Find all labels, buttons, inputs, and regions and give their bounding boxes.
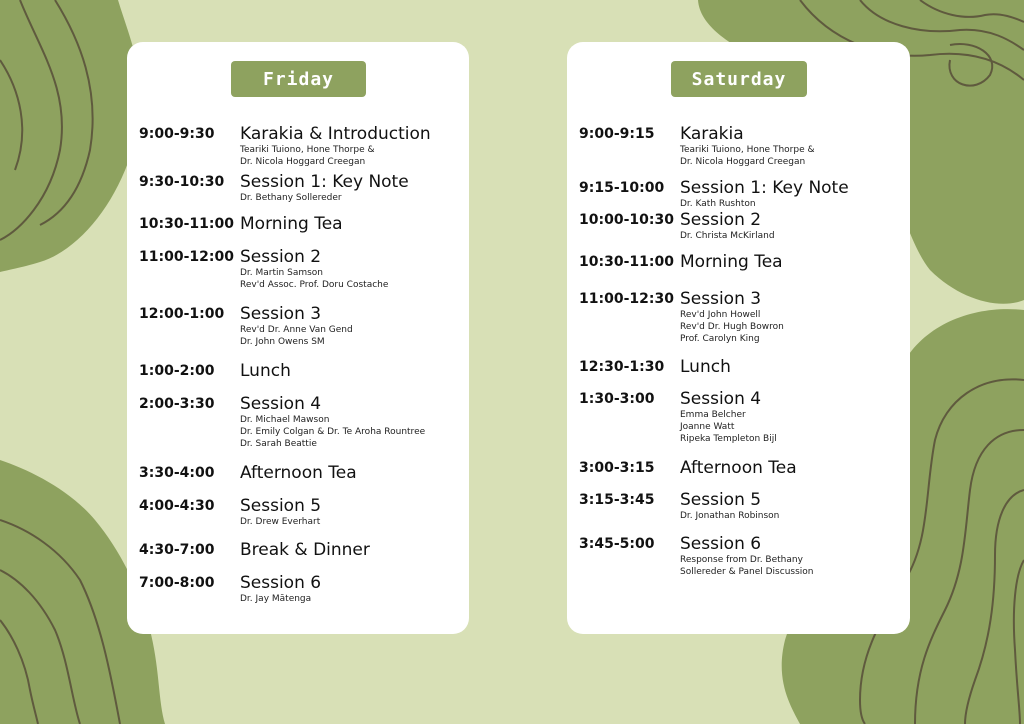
session-content (240, 214, 343, 234)
session-content (680, 389, 777, 445)
session-title: Session 5 (680, 490, 762, 510)
session-time: 4:30-7:00 (139, 542, 215, 558)
session-content (240, 463, 357, 483)
session-title: Afternoon Tea (680, 458, 797, 478)
session-time: 4:00-4:30 (139, 498, 215, 514)
session-speaker: Dr. Martin Samson (240, 268, 323, 278)
session-speaker: Dr. Michael Mawson (240, 415, 330, 425)
session-content (240, 361, 291, 381)
session-time: 2:00-3:30 (139, 396, 215, 412)
session-time: 3:45-5:00 (579, 536, 655, 552)
session-time: 12:00-1:00 (139, 306, 225, 322)
session-time: 9:00-9:15 (579, 126, 655, 142)
session-title: Session 3 (680, 289, 762, 309)
friday-card (127, 42, 469, 634)
saturday-header: Saturday (671, 61, 807, 97)
session-speaker: Teariki Tuiono, Hone Thorpe & (240, 145, 375, 155)
friday-header: Friday (231, 61, 366, 97)
session-time: 7:00-8:00 (139, 575, 215, 591)
session-time: 11:00-12:30 (579, 291, 674, 307)
session-content (680, 458, 797, 478)
session-speaker: Dr. Kath Rushton (680, 199, 756, 209)
session-content (240, 247, 388, 291)
session-speaker: Dr. Nicola Hoggard Creegan (680, 157, 806, 167)
session-content (240, 394, 425, 450)
session-content (680, 124, 814, 168)
saturday-card (567, 42, 910, 634)
session-speaker: Dr. Bethany Sollereder (240, 193, 342, 203)
session-time: 10:30-11:00 (139, 216, 234, 232)
session-speaker: Dr. Christa McKirland (680, 231, 775, 241)
session-speaker: Rev'd John Howell (680, 310, 761, 320)
session-time: 3:00-3:15 (579, 460, 655, 476)
session-content (240, 172, 409, 204)
session-speaker: Joanne Watt (680, 422, 735, 432)
session-speaker: Dr. Nicola Hoggard Creegan (240, 157, 366, 167)
session-title: Session 6 (680, 534, 762, 554)
session-content (240, 540, 370, 560)
session-content (680, 210, 775, 242)
session-title: Session 6 (240, 573, 322, 593)
session-content (680, 252, 783, 272)
session-speaker: Prof. Carolyn King (680, 334, 760, 344)
session-time: 1:30-3:00 (579, 391, 655, 407)
session-title: Session 4 (680, 389, 762, 409)
session-time: 9:00-9:30 (139, 126, 215, 142)
session-speaker: Dr. Jonathan Robinson (680, 511, 780, 521)
session-speaker: Response from Dr. Bethany (680, 555, 803, 565)
session-speaker: Dr. John Owens SM (240, 337, 325, 347)
session-time: 1:00-2:00 (139, 363, 215, 379)
session-title: Afternoon Tea (240, 463, 357, 483)
session-speaker: Dr. Emily Colgan & Dr. Te Aroha Rountree (240, 427, 426, 437)
session-content (240, 124, 431, 168)
blob-top-left (0, 0, 140, 272)
session-time: 12:30-1:30 (579, 359, 665, 375)
session-title: Karakia (680, 124, 744, 144)
session-time: 3:30-4:00 (139, 465, 215, 481)
session-title: Session 4 (240, 394, 322, 414)
session-speaker: Dr. Jay Mātenga (240, 594, 312, 604)
session-content (680, 490, 779, 522)
session-title: Morning Tea (680, 252, 783, 272)
session-content (680, 534, 814, 578)
session-content (240, 573, 321, 605)
session-content (240, 304, 353, 348)
session-title: Lunch (680, 357, 731, 377)
session-title: Lunch (240, 361, 291, 381)
session-title: Session 1: Key Note (240, 172, 409, 192)
session-title: Session 2 (680, 210, 762, 230)
session-content (680, 289, 784, 345)
session-title: Session 2 (240, 247, 322, 267)
session-time: 10:00-10:30 (579, 212, 674, 228)
session-speaker: Rev'd Assoc. Prof. Doru Costache (240, 280, 389, 290)
session-title: Karakia & Introduction (240, 124, 431, 144)
session-time: 11:00-12:00 (139, 249, 234, 265)
session-speaker: Emma Belcher (680, 410, 746, 420)
session-title: Session 5 (240, 496, 322, 516)
session-speaker: Teariki Tuiono, Hone Thorpe & (680, 145, 815, 155)
session-speaker: Dr. Sarah Beattie (240, 439, 317, 449)
session-title: Break & Dinner (240, 540, 370, 560)
session-title: Morning Tea (240, 214, 343, 234)
session-speaker: Sollereder & Panel Discussion (680, 567, 814, 577)
session-time: 9:15-10:00 (579, 180, 665, 196)
session-speaker: Rev'd Dr. Anne Van Gend (240, 325, 353, 335)
session-title: Session 1: Key Note (680, 178, 849, 198)
session-content (680, 357, 731, 377)
session-speaker: Ripeka Templeton Bijl (680, 434, 777, 444)
session-title: Session 3 (240, 304, 322, 324)
session-content (240, 496, 321, 528)
session-time: 10:30-11:00 (579, 254, 674, 270)
session-content (680, 178, 849, 210)
session-time: 3:15-3:45 (579, 492, 655, 508)
session-speaker: Rev'd Dr. Hugh Bowron (680, 322, 784, 332)
session-speaker: Dr. Drew Everhart (240, 517, 321, 527)
session-time: 9:30-10:30 (139, 174, 225, 190)
